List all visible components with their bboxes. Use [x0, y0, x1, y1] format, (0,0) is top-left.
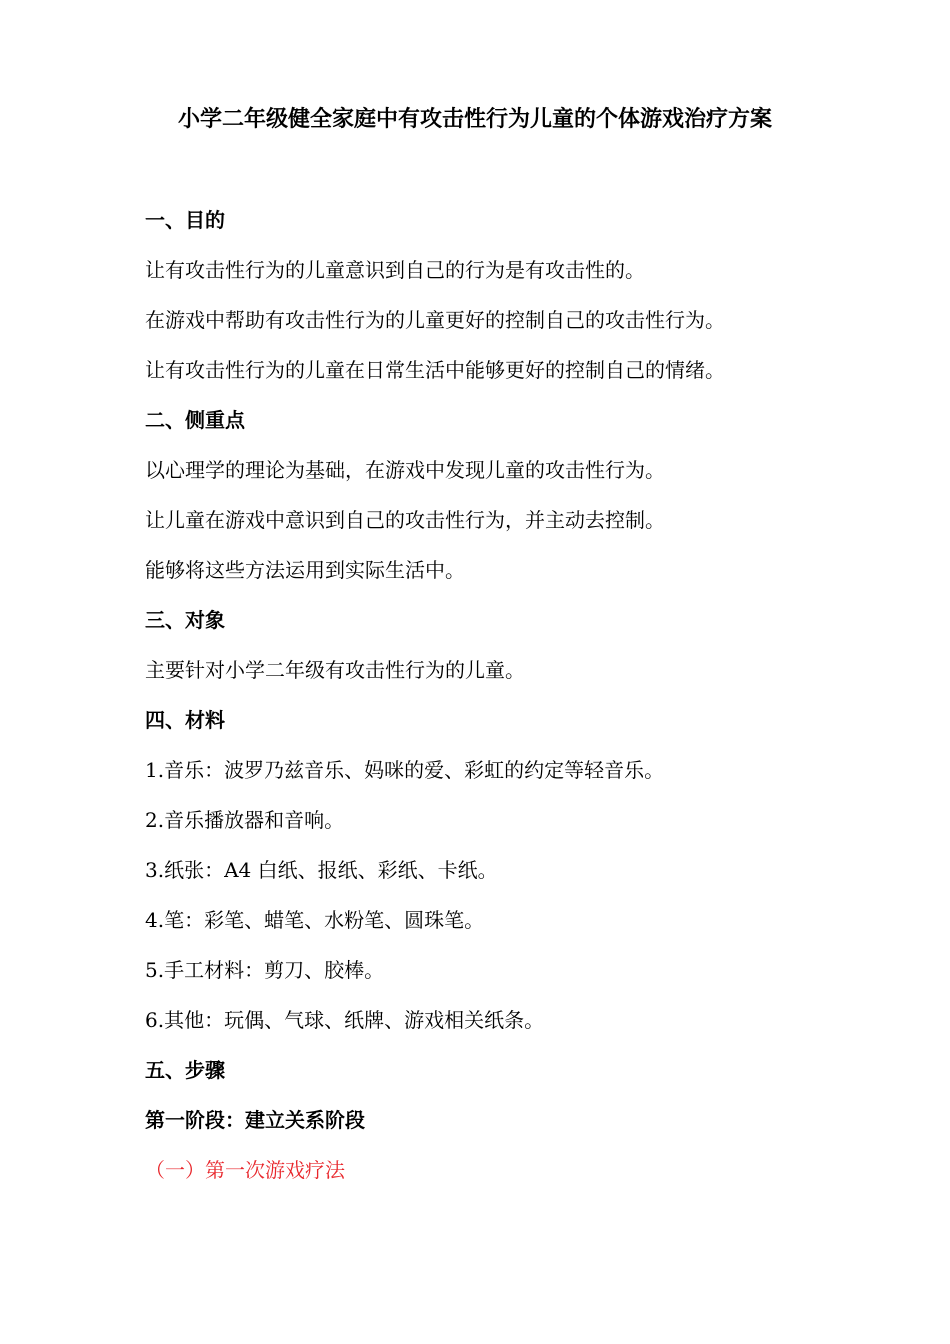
purpose-item-3: 让有攻击性行为的儿童在日常生活中能够更好的控制自己的情绪。	[145, 358, 725, 382]
section-heading-focus: 二、侧重点	[145, 408, 245, 432]
session-1-heading: （一）第一次游戏疗法	[145, 1158, 345, 1182]
materials-item-1: 1.音乐：波罗乃兹音乐、妈咪的爱、彩虹的约定等轻音乐。	[145, 758, 665, 782]
materials-item-4: 4.笔：彩笔、蜡笔、水粉笔、圆珠笔。	[145, 908, 485, 932]
section-heading-purpose: 一、目的	[145, 208, 225, 232]
focus-item-3: 能够将这些方法运用到实际生活中。	[145, 558, 465, 582]
materials-item-5: 5.手工材料：剪刀、胶棒。	[145, 958, 385, 982]
target-item-1: 主要针对小学二年级有攻击性行为的儿童。	[145, 658, 525, 682]
phase-1-heading: 第一阶段：建立关系阶段	[145, 1108, 365, 1132]
section-heading-materials: 四、材料	[145, 708, 225, 732]
purpose-item-1: 让有攻击性行为的儿童意识到自己的行为是有攻击性的。	[145, 258, 645, 282]
focus-item-2: 让儿童在游戏中意识到自己的攻击性行为，并主动去控制。	[145, 508, 665, 532]
focus-item-1: 以心理学的理论为基础，在游戏中发现儿童的攻击性行为。	[145, 458, 665, 482]
materials-item-2: 2.音乐播放器和音响。	[145, 808, 345, 832]
purpose-item-2: 在游戏中帮助有攻击性行为的儿童更好的控制自己的攻击性行为。	[145, 308, 725, 332]
materials-item-3: 3.纸张：A4 白纸、报纸、彩纸、卡纸。	[145, 858, 498, 882]
section-heading-target: 三、对象	[145, 608, 225, 632]
section-heading-steps: 五、步骤	[145, 1058, 225, 1082]
document-title: 小学二年级健全家庭中有攻击性行为儿童的个体游戏治疗方案	[177, 106, 772, 132]
materials-item-6: 6.其他：玩偶、气球、纸牌、游戏相关纸条。	[145, 1008, 545, 1032]
